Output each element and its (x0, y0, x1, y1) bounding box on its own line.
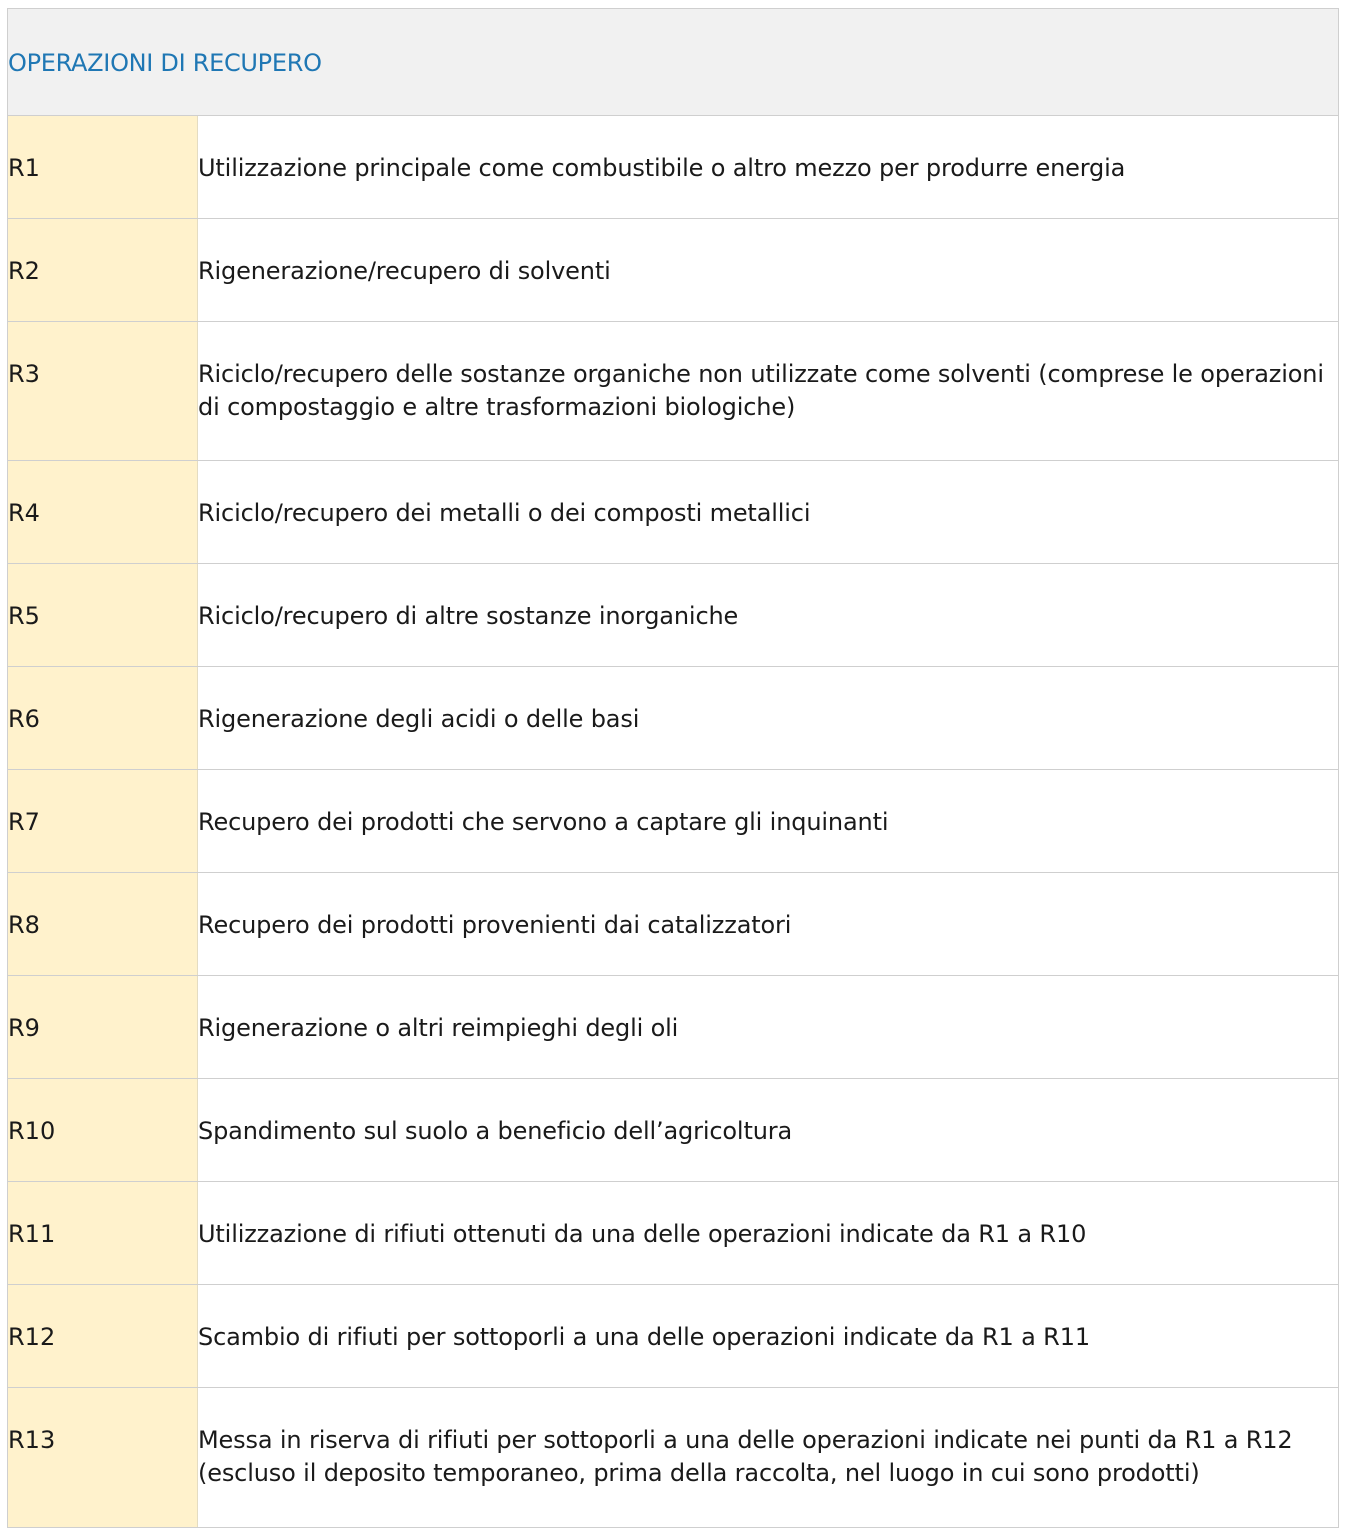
table-row (8, 1079, 1338, 1182)
operation-description: Recupero dei prodotti provenienti dai catalizzatori (198, 911, 792, 939)
table-header (8, 9, 1338, 116)
operation-description: Utilizzazione di rifiuti ottenuti da una delle operazioni indicate da R1 a R10 (198, 1220, 1087, 1248)
operation-code: R12 (8, 1285, 198, 1387)
operation-code: R11 (8, 1182, 198, 1284)
table-row (8, 770, 1338, 873)
operation-code: R10 (8, 1079, 198, 1181)
table-row (8, 873, 1338, 976)
table-row (8, 976, 1338, 1079)
operation-description: Spandimento sul suolo a beneficio dell’agricoltura (198, 1117, 793, 1145)
table-row (8, 219, 1338, 322)
table-row (8, 564, 1338, 667)
operation-code: R8 (8, 873, 198, 975)
operation-code: R9 (8, 976, 198, 1078)
operation-code: R13 (8, 1388, 198, 1527)
operation-code: R4 (8, 461, 198, 563)
table-row (8, 116, 1338, 219)
recovery-operations-table (7, 8, 1339, 1528)
operation-description: Rigenerazione/recupero di solventi (198, 257, 611, 285)
operation-code: R2 (8, 219, 198, 321)
operation-code: R3 (8, 322, 198, 460)
operation-description: Riciclo/recupero delle sostanze organiche non utilizzate come solventi (comprese le operazioni di compostaggio e altre trasformazioni biologiche) (198, 360, 1324, 421)
operation-code: R6 (8, 667, 198, 769)
operation-description: Rigenerazione degli acidi o delle basi (198, 705, 640, 733)
operation-code: R5 (8, 564, 198, 666)
table-row (8, 1388, 1338, 1527)
operation-description: Recupero dei prodotti che servono a captare gli inquinanti (198, 808, 889, 836)
operation-description: Messa in riserva di rifiuti per sottoporli a una delle operazioni indicate nei punti da R1 a R12 (escluso il deposito temporaneo, prima della raccolta, nel luogo in cui sono prodotti) (198, 1426, 1293, 1487)
operation-description: Rigenerazione o altri reimpieghi degli oli (198, 1014, 679, 1042)
operation-description: Utilizzazione principale come combustibile o altro mezzo per produrre energia (198, 154, 1126, 182)
table-row (8, 1285, 1338, 1388)
operation-description: Riciclo/recupero di altre sostanze inorganiche (198, 602, 739, 630)
table-title: OPERAZIONI DI RECUPERO (8, 49, 322, 77)
operation-description: Scambio di rifiuti per sottoporli a una delle operazioni indicate da R1 a R11 (198, 1323, 1090, 1351)
operation-code: R7 (8, 770, 198, 872)
table-row (8, 461, 1338, 564)
operation-code: R1 (8, 116, 198, 218)
table-row (8, 1182, 1338, 1285)
table-row (8, 667, 1338, 770)
operation-description: Riciclo/recupero dei metalli o dei composti metallici (198, 499, 811, 527)
table-row (8, 322, 1338, 461)
